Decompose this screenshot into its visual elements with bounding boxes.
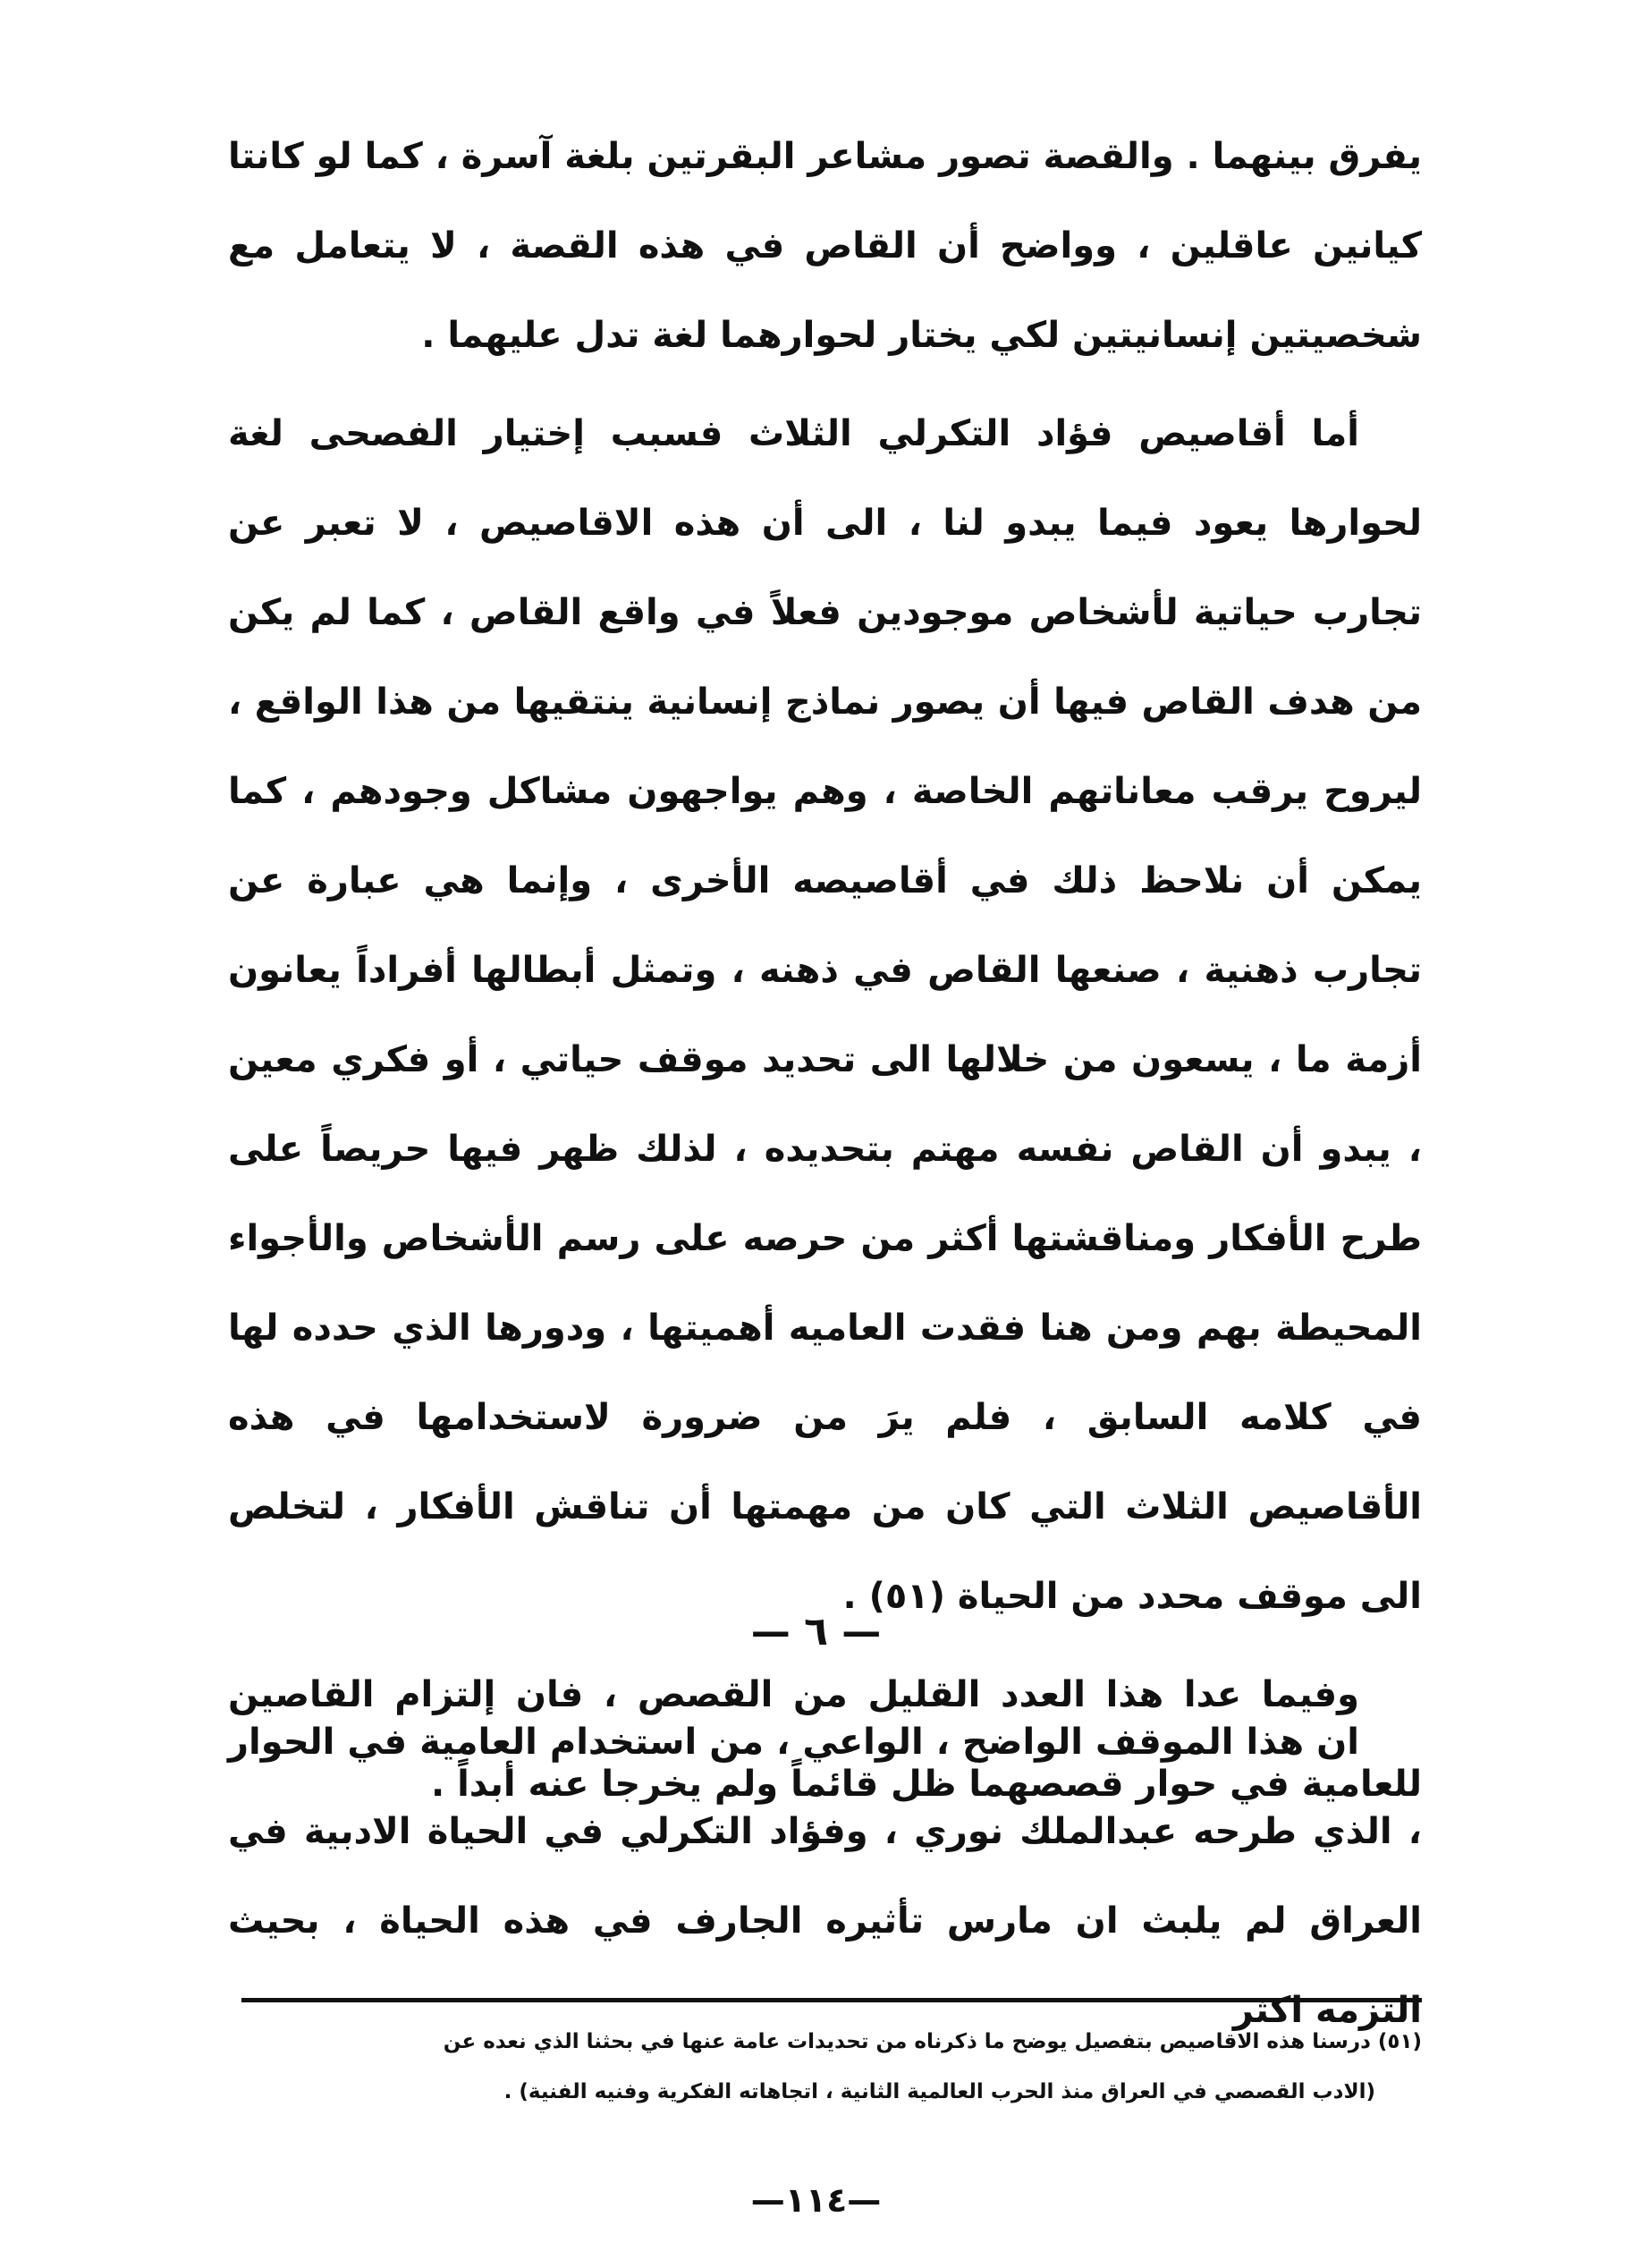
footnote-line-2: (الادب القصصي في العراق منذ الحرب العالمية الثانية ، اتجاهاته الفكرية وفنيه الفنية) .: [503, 2080, 1375, 2103]
section-number: — ٦ —: [750, 1609, 882, 1654]
paragraph-1: يفرق بينهما . والقصة تصور مشاعر البقرتين بلغة آسرة ، كما لو كانتا كيانين عاقلين ، وواضح أن القاص في هذه القصة ، لا يتعامل مع شخصيتين إنسانيتين لكي يختار لحوارهما لغة تدل عليهما .: [228, 136, 1422, 356]
page-number: —١١٤—: [750, 2180, 882, 2220]
footnote-line-1: (٥١) درسنا هذه الاقاصيص بتفصيل يوضح ما ذكرناه من تحديدات عامة عنها في بحثنا الذي نعده عن: [443, 2030, 1422, 2053]
paragraph-4: ان هذا الموقف الواضح ، الواعي ، من استخدام العامية في الحوار ، الذي طرحه عبدالملك نوري ، وفؤاد التكرلي في الحياة الادبية في العراق لم يلبث ان مارس تأثيره الجارف في هذه الحياة ، بحيث التزمه اكثر: [228, 1722, 1422, 2031]
footnote-divider: [241, 1998, 1422, 2002]
main-text-block: [228, 112, 1422, 1829]
footnote: [228, 2017, 1422, 2117]
paragraph-2: أما أقاصيص فؤاد التكرلي الثلاث فسبب إختيار الفصحى لغة لحوارها يعود فيما يبدو لنا ، الى أن هذه الاقاصيص ، لا تعبر عن تجارب حياتية لأشخاص موجودين فعلاً في واقع القاص ، كما لم يكن من هدف القاص فيها أن يصور نماذج إنسانية ينتقيها من هذا الواقع ، ليروح يرقب معاناتهم الخاصة ، وهم يواجهون مشاكل وجودهم ، كما يمكن أن نلاحظ ذلك في أقاصيصه الأخرى ، وإنما هي عبارة عن تجارب ذهنية ، صنعها القاص في ذهنه ، وتمثل أبطالها أفراداً يعانون أزمة ما ، يسعون من خلالها الى تحديد موقف حياتي ، أو فكري معين ، يبدو أن القاص نفسه مهتم بتحديده ، لذلك ظهر فيها حريصاً على طرح الأفكار ومناقشتها أكثر من حرصه على رسم الأشخاص والأجواء المحيطة بهم ومن هنا فقدت العاميه أهميتها ، ودورها الذي حدده لها في كلامه السابق ، فلم يرَ من ضرورة لاستخدامها في هذه الأقاصيص الثلاث التي كان من مهمتها أن تناقش الأفكار ، لتخلص الى موقف محدد من الحياة (٥١) .: [228, 413, 1422, 1617]
paragraph-3: وفيما عدا هذا العدد القليل من القصص ، فان إلتزام القاصين للعامية في حوار قصصهما ظل قائماً ولم يخرجا عنه أبداً .: [228, 1674, 1422, 1805]
